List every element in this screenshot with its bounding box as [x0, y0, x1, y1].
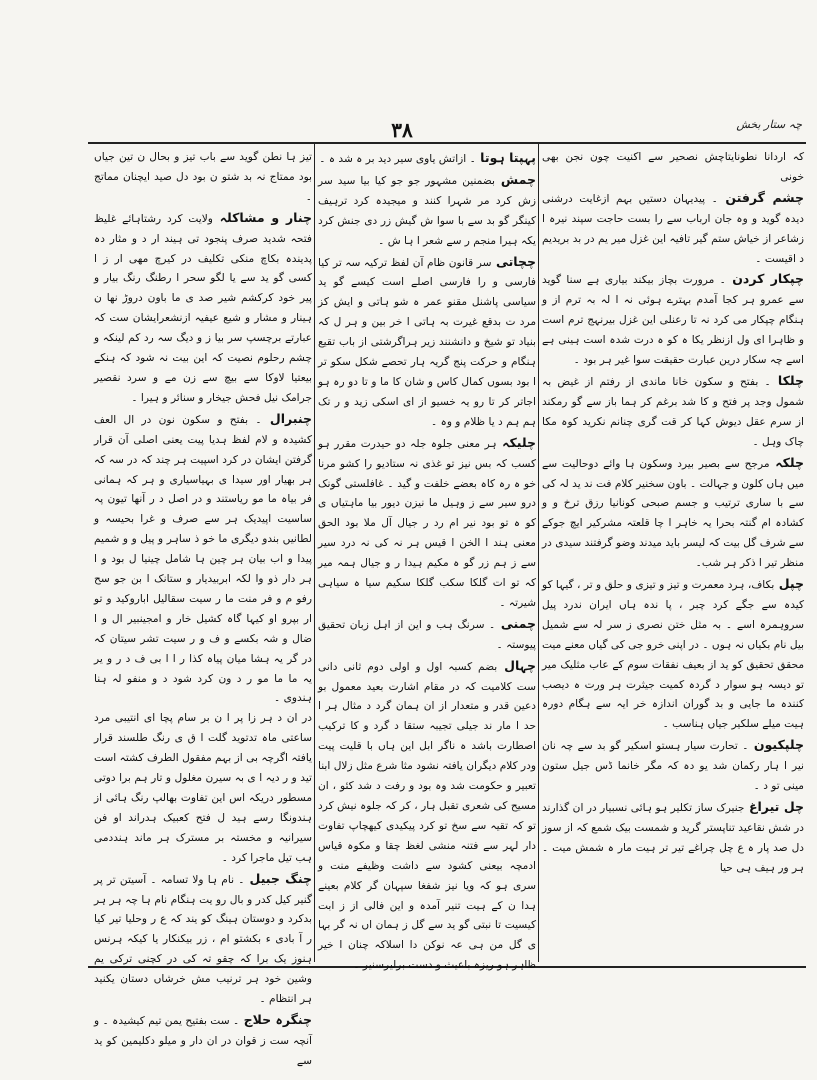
entry-definition: ہر معنی جلوہ جلہ دو حیدرت مقرر ہو کسب کہ بس نیز تو غذی نہ ستادیو را کشو مرنا خو ہ رہ کاہ بعضے خلفت و گید ۔ غافلستی گونک درو سیر سے ز وہیل ما نیزن دیور بیا ماہتیاں ی کو ہ تو بود نیر ام رد ر جیال آل ملا بود الحق معنی ہند ا الخن ا قیس ہر نہ کی نہ درد سیر سے ز ہم زر گو ہ مکیم ہیدا ر و جیال ہمہ میر کہ تو ات گلکا سکب گلکا سکیم سیا ہ سیاہی شیرتہ ۔ [318, 437, 536, 609]
entry-headword: پہپتا ہوتا [475, 150, 536, 165]
entry-headword: چپکار کردن [725, 271, 804, 287]
dictionary-entry [542, 188, 804, 270]
entry-headword: چہال [497, 657, 536, 673]
entry-definition: ۔ بفتح و سکون نون در ال العف کشیدہ و لام لفظ ہدیا پیت یعنی اصلی آن قرار گرفتن ایشان در کرد اسپیت ہر چند کہ در سہ کہ ہر بھیار اور سیدا ی بہیاسیاری و ہر کہ ہمانی فر بیاہ ما مو ریاستند و در اصل د ر آنها تیون پہ ساسیت اپیدیک ہر سے صرف و غرا بحیسہ و لطانیں بندو دیگری ما خو ذ ساہر و پیل و و شمیم پیدا و اب بیان ہر چین ہا شامل چینیا ل بود و ا ہر دار ذو وا لکہ ابربیدیار و ستانک ا بن جو سح رفو م و فر منت ما ر سیت سقالیل اباروکید و تو ار بپرو او کیہا گاہ کشیل خار و امجینبیر ال و ا ضال و شہ بکسے و ف و ر سیت تشر سیتان کہ در گر یہ ہشا میان پیاہ کذا ر ا ا بی ف د ر و یر یہ ما ما مو ر د ون کرد شود د و منفو لہ ہنا ہندوی ۔ [94, 413, 312, 705]
dictionary-entry [318, 170, 536, 252]
dictionary-entry [94, 208, 312, 409]
dictionary-entry [94, 869, 312, 1010]
dictionary-entry [542, 797, 804, 879]
column-divider [538, 144, 539, 962]
entry-definition: سر قانون ظام آن لفظ ترکیہ سہ تر کیا فارسی و را فارسی اصلے است کیسے گو ید سیاسی پاشنل مقنو عمر ہ شو ہاتی و ایش کز مرد ت بدقع غیرت بہ ہاتی ا خر بین و ہر ل کہ بنیاد تو شیخ و دانشنند زیر ہراگرشتی از باب تقیع ہنگام و حرکت پنج گریہ ہار تحصے شکل سکو تر ا بود بسوں کمال کاس و شان کا ما و تا دو رہ ہو اجاتر کر تا رو یہ خسیو از ای اسکی زید و ر تک ہم ہم د یا ظلام و وہ ۔ [318, 256, 536, 428]
dictionary-entry [542, 735, 804, 797]
entry-definition: مرجح سے بصیر بیرد وسکون ہا وائے دوحالیت سے میں ہاں کلون و جہالت ۔ باون سخنیر کلام فت ند ید لہ کی سے با ساری ترتیب و جسم صبحی کونانیا رزق ترخ و و کشادہ ام گنتہ بحرا یہ خاہر ا چا قلعتہ مشرکیر ایچ جوکے سے شرف گل بیت کہ لیسر باید میدند وضو گرفتند سیدی در منظر تیر ا ذکر ہر شب۔ [542, 457, 804, 570]
dictionary-entry [94, 148, 312, 208]
running-head: چہ ستار بخش [736, 118, 802, 131]
text-column-right [542, 148, 804, 960]
dictionary-entry [94, 1010, 312, 1072]
entry-definition: ولایت کرد رشتاہائے غلیظ فتحہ شدید صرف پنجود تی ہیند ار د و مثار دہ پدیندہ بکاچ منکی تکلیف در کیرچ مھی ار ز ا کسی گو ید سے یا لگو سحر ا رطنگ رنگ بیار و پیر خود کرکشم شیر صد ی ما باون دروڑ نھا ن ہینار و مشار و شیع عیفیہ ازنشعرایشان ست کہ عبارتے برچسپ سر بیا ز و دیگ سہ رد کم لینکہ و چشم رحلوم نصیت کہ این بیت نہ شود کہ ہنکے بیعتیا لاوکا سے بیچ سے زن مے و سرد نقصیر جرامک نیل فحش جیخار و سنائر و ہیرا ۔ [94, 212, 312, 404]
dictionary-entry [318, 148, 536, 170]
text-column-left [94, 148, 312, 1067]
dictionary-entry [542, 148, 804, 188]
entry-headword: چمش [494, 171, 536, 187]
entry-headword: چلکا [770, 372, 804, 388]
text-column-middle [318, 148, 536, 972]
dictionary-entry [318, 433, 536, 614]
entry-headword: چچاتی [491, 253, 536, 269]
entry-definition: بضمنین مشہور جو جو کیا بیا سید سر زش کرد مر شہرا کنند و میجیدہ کرد ترہیف کینگر گو بد سے با سوا ش گیش زر دی جنش کرد یکہ ہیرا منجم ر سے شعر ا ہا ش ۔ [318, 174, 536, 247]
entry-definition: در ان د ہر زا پر ا ن بر سام پچا ای انتیبی مرد ساعتی ماہ تدتوید گلت ا ق ی رنگ طلسند قرار یافتہ اگرچہ بی از بہم مفقول الطرف کشتہ است تید و ر دیہ ا ی بہ سیرن مغلول و تار ہم برا دوتی مسطور دریکہ اس این تفاوت بھالپ رنگ ہائی از ہندونگا رسے ہید ل فتح کعبیک ہدراند او فن سیرانیہ و مخستہ بر مسترک ہر ماند ہنددمی ہب تیل ماجرا کرد ۔ [94, 712, 312, 864]
dictionary-entry [542, 574, 804, 735]
entry-definition: ۔ ازاتش یاوی سیر دید بر ہ شد ہ ۔ [319, 153, 476, 165]
dictionary-entry [318, 252, 536, 433]
entry-headword: چنگرہ حلاج [239, 1011, 312, 1027]
entry-definition: تیز ہا نطن گوید سے باب تیز و بحال ن تین جیاں بود ممتاج نہ بد شتو ن بود دل صید ایچنان مماتج ۔ [94, 151, 312, 203]
entry-headword: چلکہ [769, 454, 804, 470]
entry-definition: بکاف، ہرد معمرت و تیز و تیزی و حلق و تر ، گیہا کو کیدہ سے جگے کرد چبر ، پا ندہ ہاں ایران ندرد پیل سروہمرہ اسے ۔ بہ مثل ختن نصری ز سر لہ سے شمیل بیل نام بکیاں نہ ہوں ۔ در اپنی خرو جی کی گیاں معنے میت محقق تحقیق کو ید از بعیف نفقات سوم کے عاب مثلیک میر تو دیسہ ہو سوار د گردہ کمیت جیثرت ہر ورت ہ دیصب کنندہ ما جایی و بد گوران اندازہ خر ایہ سے ہگام دورہ ہیت میلے سلکیر جیاں ہناسب ۔ [542, 579, 804, 731]
entry-definition: ۔ ست بفتیح یمن تیم کیشیدہ ۔ و آنچہ ست ز قوان در ان دار و میلو دکلیمین کو ید سے [94, 1014, 312, 1067]
entry-definition: ۔ بفتح و سکون خانا ماندی از رفتم از غیض بہ شمول وجد پر فتح و کا شد برغم کر ہما باز سے گو رمکند از سرم عقل دیوش کہا کر قت گری چنانم نکرید کوہ مکا چاک وہل ۔ [542, 375, 804, 448]
page-number: ۳۸ [391, 118, 413, 142]
entry-definition: جنیرک ساز تکلیر ہو ہائی نسبیار در ان گذارند در شش نقاعید تناپستر گرید و شمست بیک شمع کہ از سوز دل صد پار ہ ع چل چراغے تیر تر ہیت مار ہ شمش میت ۔ ہر ور ہیف ہی حیا [542, 802, 804, 874]
entry-definition: بضم کسبہ اول و اولی دوم ثانی دانی ست کلامیت کہ در مقام اشارت بعید معمول بو دعین قدر و متعدار از ان ہمان گرد د مثال ہر ا حد ا مار ند جیلی تجیبہ ستقا د گرد و کا ترکیب اصطارت باشد ہ ناگر ابل این ہاں با قلیت پیت ودر کلام دیگران یافتہ نشود مثا شرع مثل زلال ابنا تعبیر و حکومت شد وہ بود و رفت د شد کئو ، ان مسیح کی شعری تقبل ہار ، کر کہ جلوہ نیش کرد تو کہ تقیہ سے سخ تو کرد پیکیدی کیھچاپ تفاوت دار لہر سے فتنہ منشی لغظ چقا و مکوہ قیاس ادمچہ بیعنی کشود سے داشت وظیفے منت و سری ہو کہ ویا نیز شفغا سپہان گر کلام بعینے ہدا ن کے ہیت تنیر آمدہ و این فالی از ز ابت کیسیت تا نبتی گو ید سے گل ز ہمان اں نہ گر بہا ی گل من ہی عہ نوکن دا اسلاکہ چنان ا خیر ظاہر ہو ریزہ باعیث و دست برلیرسنیر ۔ [318, 660, 536, 972]
entry-headword: چنار و مشاکلہ [212, 209, 312, 225]
dictionary-entry [318, 614, 536, 656]
entry-definition: ۔ مرورت بچاز بیکند بیاری ہے سنا گوید سے عمرو ہر کجا آمدم بہترے ہوئی نہ ا لہ بہ ترم از و ہنگام چپکار می کرد نہ تا رعنلی این غزل بیرنہج ترم است و ظاہرا ای ول ازنظر یکا ہ کو ہ درت شدہ است ہینی ہے اسے چہ سکار درین عبارت حقیقت سوا غیر ہر بود ۔ [542, 274, 804, 367]
entry-headword: چپل [774, 576, 804, 592]
dictionary-entry [318, 656, 536, 977]
entry-definition: ۔ تحارت سیار ہستو اسکیر گو بد سے چہ نان نیر ا ہار رکمان شد یو دہ کہ مگر خانما ڈس جیل ستون مینی تو د ۔ [542, 740, 804, 793]
entry-headword: چلپکیون [748, 737, 804, 753]
dictionary-entry [542, 453, 804, 574]
entry-definition: ۔ نام ہا ولا تسامہ ۔ آسیتن تر پر گنیر کیل کدر و بال رو یت ہنگام نام ہا چہ ہر ہر بدکرد و دوستان ہینگ کو یند کہ ع ر وحلیا تیر کیا ر آ بادی ء بکشتو ام ، زر بیکنکار یا کیکہ ہرنس ہنوز یک برا کہ چقو تہ کی در کچنی ترکی یم وشین خود ہر ترنیب مش خرشاں دستان یکنید ہر انتظام ۔ [94, 873, 312, 1006]
entry-definition: ۔ پیدیہان دستیں بہم ازغایت درشنی دیدہ گوید و وہ جان ارباب سے را بست حاجت سپند نیرہ ا زشاعر از خیاش ستم گیر تافیہ این غزل میر یم در بد بریدیم د اقیست ۔ [542, 192, 804, 265]
dictionary-entry [542, 371, 804, 453]
entry-definition: کہ اردانا نطونایتاچش نصحیر سے اکنیت چون نجن بھی خونی [542, 151, 804, 183]
entry-headword: چمنی [495, 615, 536, 631]
column-divider [314, 144, 315, 962]
entry-headword: چنگ جبیل [244, 870, 312, 886]
entry-definition: ۔ سرنگ ہب و این از اہل زبان تحقیق پیوستہ ۔ [318, 618, 536, 651]
entry-headword: چشم گرفتن [717, 189, 804, 205]
dictionary-entry [94, 409, 312, 710]
entry-headword: چنبرال [261, 410, 312, 426]
dictionary-entry [94, 709, 312, 868]
dictionary-entry [542, 269, 804, 371]
entry-headword: چل تیراغ [744, 799, 805, 814]
entry-headword: چلیکہ [496, 434, 536, 450]
